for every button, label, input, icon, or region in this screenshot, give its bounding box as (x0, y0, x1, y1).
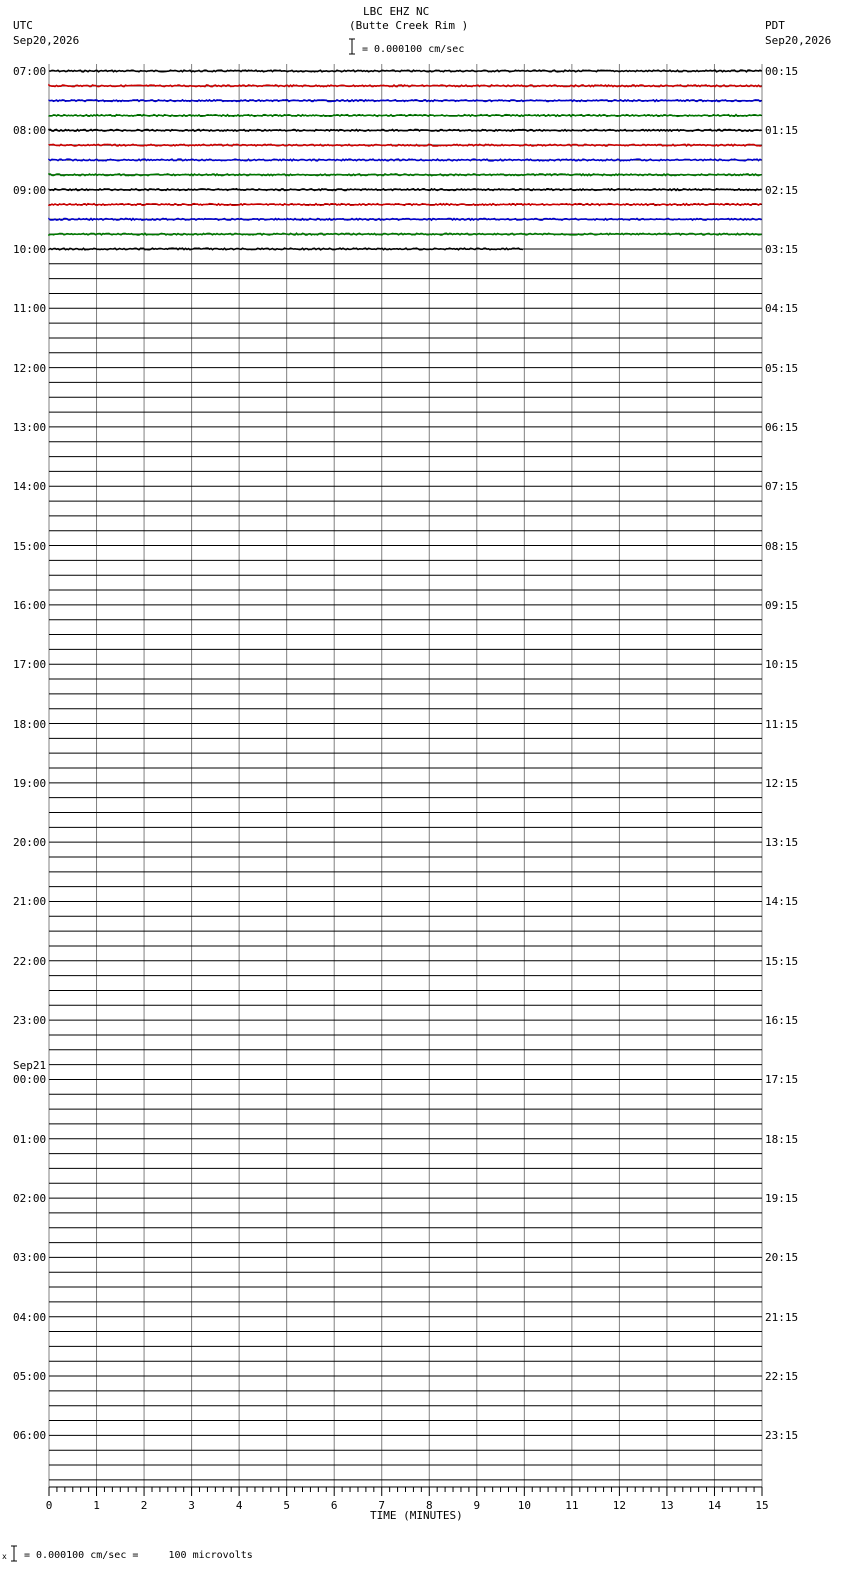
x-tick-label: 9 (473, 1499, 481, 1512)
pdt-hour-label: 05:15 (765, 361, 799, 375)
utc-hour-label: 20:00 (13, 836, 47, 850)
utc-hour-label: 15:00 (13, 539, 47, 553)
utc-hour-label: 10:00 (13, 242, 47, 256)
x-tick-label: 3 (188, 1499, 195, 1512)
footer-corner-mark: x (2, 1552, 7, 1561)
seismic-trace (49, 70, 762, 72)
seismic-trace (49, 189, 762, 191)
pdt-hour-label: 20:15 (765, 1251, 799, 1265)
x-tick-label: 1 (93, 1499, 100, 1512)
x-tick-label: 7 (378, 1499, 386, 1512)
utc-hour-label: 00:00 (13, 1073, 47, 1087)
x-tick-label: 0 (45, 1499, 53, 1512)
utc-hour-label: 18:00 (13, 717, 47, 731)
site-subtitle: (Butte Creek Rim ) (349, 19, 469, 32)
seismic-trace (49, 219, 762, 221)
x-tick-label: 11 (565, 1499, 579, 1512)
footer-scale-bar-icon (9, 1545, 19, 1563)
pdt-hour-label: 00:15 (765, 65, 799, 78)
left-date: Sep20,2026 (13, 34, 80, 47)
utc-hour-label: 13:00 (13, 420, 47, 434)
pdt-hour-label: 03:15 (765, 242, 799, 256)
pdt-hour-label: 13:15 (765, 836, 799, 850)
seismic-trace (49, 144, 762, 146)
seismic-trace (49, 233, 762, 235)
pdt-hour-label: 09:15 (765, 598, 799, 612)
pdt-hour-label: 17:15 (765, 1073, 799, 1087)
x-tick-label: 4 (235, 1499, 243, 1512)
seismic-trace (49, 100, 762, 102)
seismic-trace (49, 159, 762, 161)
pdt-hour-label: 16:15 (765, 1014, 799, 1028)
x-tick-label: 15 (755, 1499, 769, 1512)
pdt-hour-label: 08:15 (765, 539, 799, 553)
x-tick-label: 10 (517, 1499, 531, 1512)
seismic-trace (49, 130, 762, 132)
utc-hour-label: 08:00 (13, 124, 47, 138)
utc-hour-label: 14:00 (13, 480, 47, 494)
pdt-hour-label: 19:15 (765, 1192, 799, 1206)
x-tick-label: 8 (425, 1499, 433, 1512)
utc-hour-label: 19:00 (13, 776, 47, 790)
x-tick-label: 12 (612, 1499, 627, 1512)
x-axis-label: TIME (MINUTES) (370, 1509, 463, 1522)
pdt-hour-label: 12:15 (765, 776, 799, 790)
utc-hour-label: 11:00 (13, 302, 47, 316)
pdt-hour-label: 15:15 (765, 954, 799, 968)
utc-hour-label: 03:00 (13, 1251, 47, 1265)
utc-hour-label: 04:00 (13, 1310, 47, 1324)
pdt-hour-label: 23:15 (765, 1429, 799, 1443)
right-date: Sep20,2026 (765, 34, 832, 47)
x-tick-label: 2 (140, 1499, 148, 1512)
seismic-trace (49, 174, 762, 176)
utc-hour-label: 09:00 (13, 183, 47, 197)
seismic-trace (49, 248, 523, 250)
x-tick-label: 6 (330, 1499, 338, 1512)
right-timezone: PDT (765, 19, 785, 32)
utc-hour-label: 01:00 (13, 1132, 47, 1146)
seismic-trace (49, 115, 762, 117)
seismic-trace (49, 204, 762, 206)
x-tick-label: 5 (283, 1499, 290, 1512)
utc-hour-label: 05:00 (13, 1370, 47, 1384)
utc-hour-label: 16:00 (13, 598, 47, 612)
x-tick-label: 14 (707, 1499, 722, 1512)
utc-hour-label: 12:00 (13, 361, 47, 375)
utc-hour-label: 21:00 (13, 895, 47, 909)
pdt-hour-label: 07:15 (765, 480, 799, 494)
utc-hour-label: 07:00 (13, 65, 47, 78)
pdt-hour-label: 01:15 (765, 124, 799, 138)
utc-hour-label: 22:00 (13, 954, 47, 968)
pdt-hour-label: 22:15 (765, 1370, 799, 1384)
station-title: LBC EHZ NC (363, 5, 430, 18)
scale-label: = 0.000100 cm/sec (362, 44, 465, 55)
date-change-label: Sep21 (13, 1059, 47, 1073)
pdt-hour-label: 18:15 (765, 1132, 799, 1146)
left-timezone: UTC (13, 19, 33, 32)
x-tick-label: 13 (660, 1499, 674, 1512)
pdt-hour-label: 04:15 (765, 302, 799, 316)
pdt-hour-label: 21:15 (765, 1310, 799, 1324)
pdt-hour-label: 02:15 (765, 183, 799, 197)
pdt-hour-label: 06:15 (765, 420, 799, 434)
seismic-trace (49, 85, 762, 87)
footer-scale-note: = 0.000100 cm/sec = 100 microvolts (24, 1550, 253, 1561)
utc-hour-label: 23:00 (13, 1014, 47, 1028)
utc-hour-label: 17:00 (13, 658, 47, 672)
pdt-hour-label: 11:15 (765, 717, 799, 731)
utc-hour-label: 06:00 (13, 1429, 47, 1443)
utc-hour-label: 02:00 (13, 1192, 47, 1206)
pdt-hour-label: 14:15 (765, 895, 799, 909)
pdt-hour-label: 10:15 (765, 658, 799, 672)
